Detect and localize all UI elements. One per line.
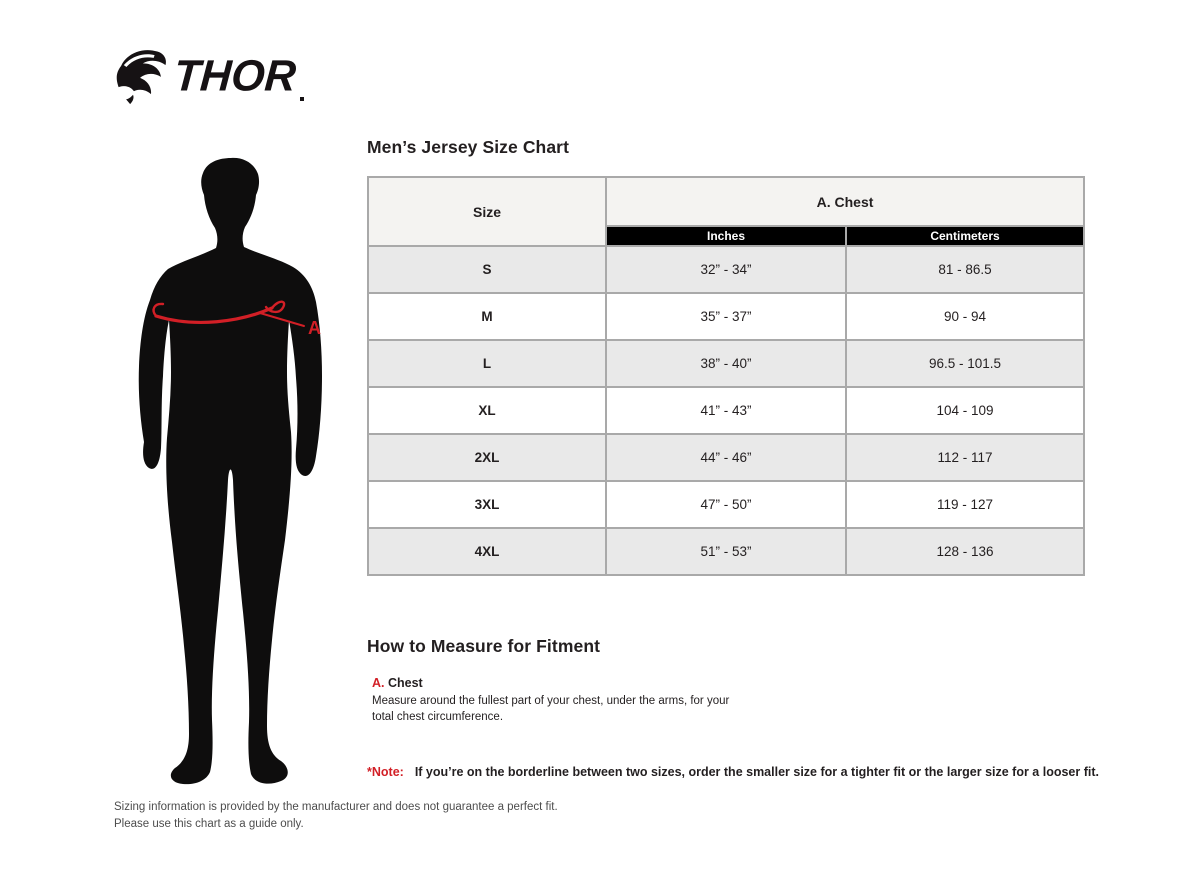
table-row (368, 340, 1084, 387)
centimeters-cell: 128 - 136 (846, 528, 1084, 575)
table-row (368, 387, 1084, 434)
table-row (368, 434, 1084, 481)
size-chart-table (367, 176, 1085, 576)
note-label: *Note: (367, 765, 404, 779)
size-cell: 2XL (368, 434, 606, 481)
page-title: Men’s Jersey Size Chart (367, 137, 570, 157)
thor-wordmark: THOR (172, 51, 298, 100)
inches-header: Inches (606, 226, 846, 246)
size-cell: 4XL (368, 528, 606, 575)
centimeters-cell: 112 - 117 (846, 434, 1084, 481)
size-cell: S (368, 246, 606, 293)
size-cell: M (368, 293, 606, 340)
thor-logo (112, 44, 304, 108)
inches-cell: 32” - 34” (606, 246, 846, 293)
measure-description: Measure around the fullest part of your chest, under the arms, for your total chest circumference. (372, 695, 730, 723)
inches-cell: 47” - 50” (606, 481, 846, 528)
disclaimer-line-2: Please use this chart as a guide only. (114, 817, 304, 830)
centimeters-cell: 119 - 127 (846, 481, 1084, 528)
sizing-note (367, 765, 1099, 779)
centimeters-cell: 104 - 109 (846, 387, 1084, 434)
centimeters-header: Centimeters (846, 226, 1084, 246)
measure-item-chest (372, 676, 797, 725)
centimeters-cell: 90 - 94 (846, 293, 1084, 340)
size-cell: 3XL (368, 481, 606, 528)
inches-cell: 38” - 40” (606, 340, 846, 387)
disclaimer-line-1: Sizing information is provided by the manufacturer and does not guarantee a perfect fit. (114, 801, 558, 813)
how-to-measure-heading: How to Measure for Fitment (367, 636, 601, 656)
how-to-measure-section (367, 636, 797, 725)
note-text: If you’re on the borderline between two sizes, order the smaller size for a tighter fit or the larger size for a looser fit. (414, 765, 1099, 779)
table-row (368, 293, 1084, 340)
centimeters-cell: 96.5 - 101.5 (846, 340, 1084, 387)
table-row (368, 481, 1084, 528)
table-row (368, 528, 1084, 575)
male-silhouette-figure (110, 150, 350, 790)
inches-cell: 51” - 53” (606, 528, 846, 575)
centimeters-cell: 81 - 86.5 (846, 246, 1084, 293)
measurement-label-a: A (308, 318, 321, 338)
size-cell: L (368, 340, 606, 387)
inches-cell: 35” - 37” (606, 293, 846, 340)
size-column-header: Size (368, 177, 606, 246)
size-cell: XL (368, 387, 606, 434)
inches-cell: 44” - 46” (606, 434, 846, 481)
disclaimer-footer (114, 799, 558, 832)
chest-group-header: A. Chest (606, 177, 1084, 226)
measure-name: Chest (387, 676, 423, 690)
table-row (368, 246, 1084, 293)
measure-letter: A. (372, 676, 385, 690)
goat-head-icon (112, 44, 170, 108)
inches-cell: 41” - 43” (606, 387, 846, 434)
size-table-body (368, 246, 1084, 575)
trademark-dot (300, 97, 304, 101)
